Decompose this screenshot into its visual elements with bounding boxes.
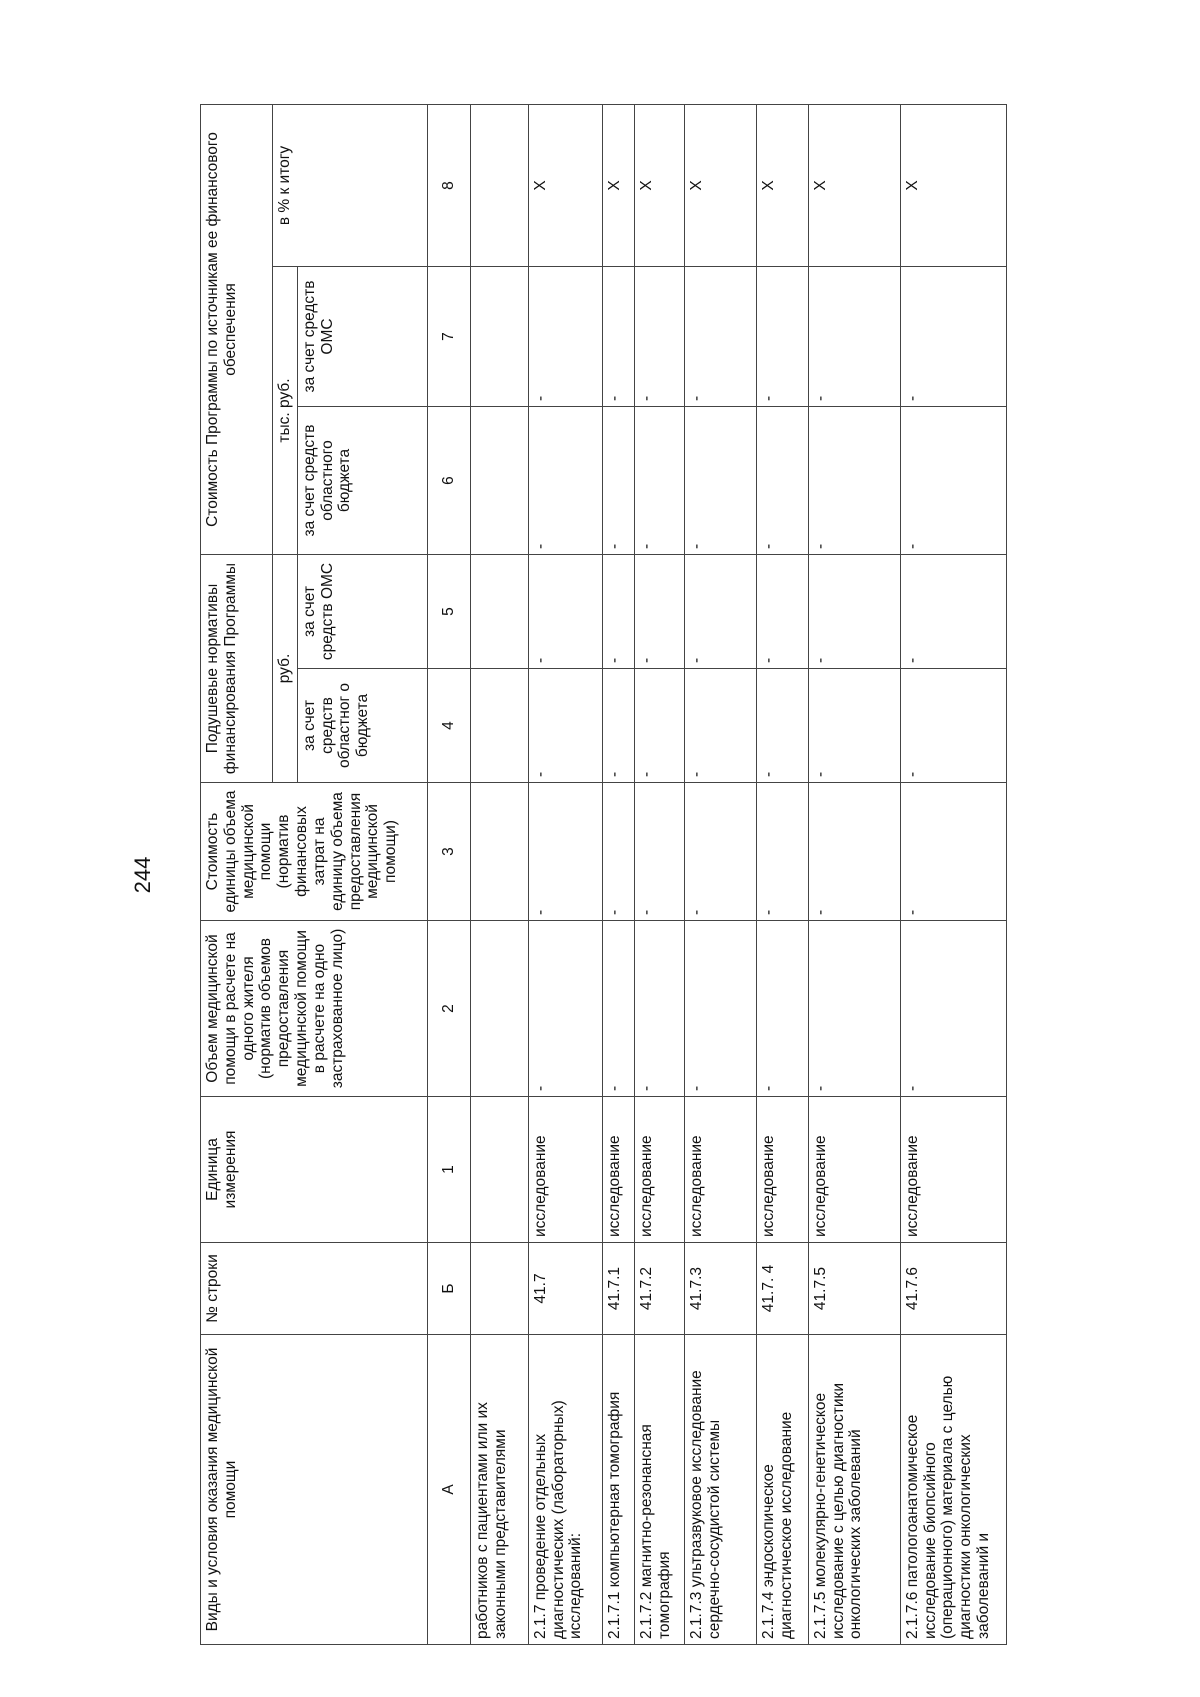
row-value-8: Х <box>528 105 602 267</box>
table-row <box>528 105 602 1645</box>
row-value-7 <box>470 267 528 407</box>
row-name: 2.1.7.5 молекулярно-генетическое исследование с целью диагностики онкологических заболеваний <box>808 1335 900 1645</box>
row-value-2: - <box>602 921 634 1097</box>
header-program-cost: Стоимость Программы по источникам ее финансового обеспечения <box>201 105 273 555</box>
row-unit: исследование <box>756 1097 808 1243</box>
column-number: 2 <box>427 921 470 1097</box>
column-number: 4 <box>427 669 470 783</box>
column-number: 7 <box>427 267 470 407</box>
row-line: 41.7.2 <box>634 1243 684 1335</box>
row-value-6: - <box>602 407 634 555</box>
header-oms-rub: за счет средств ОМС <box>297 555 427 669</box>
row-value-2: - <box>900 921 1006 1097</box>
row-value-7: - <box>756 267 808 407</box>
row-value-5: - <box>634 555 684 669</box>
row-value-3: - <box>684 783 756 921</box>
row-value-4: - <box>756 669 808 783</box>
row-line: 41.7.3 <box>684 1243 756 1335</box>
row-value-2: - <box>808 921 900 1097</box>
row-value-2 <box>470 921 528 1097</box>
row-unit <box>470 1097 528 1243</box>
row-name: 2.1.7.2 магнитно-резонансная томография <box>634 1335 684 1645</box>
row-line <box>470 1243 528 1335</box>
column-number: 1 <box>427 1097 470 1243</box>
page-number: 244 <box>130 856 155 894</box>
row-value-5: - <box>900 555 1006 669</box>
row-value-4: - <box>602 669 634 783</box>
row-line: 41.7. 4 <box>756 1243 808 1335</box>
row-value-2: - <box>634 921 684 1097</box>
header-regional-budget-thous: за счет средств областного бюджета <box>297 407 427 555</box>
column-number: 5 <box>427 555 470 669</box>
table-row <box>634 105 684 1645</box>
column-number: А <box>427 1335 470 1645</box>
row-line: 41.7 <box>528 1243 602 1335</box>
row-unit: исследование <box>634 1097 684 1243</box>
row-value-4: - <box>528 669 602 783</box>
row-value-5: - <box>756 555 808 669</box>
table-row <box>602 105 634 1645</box>
row-value-3 <box>470 783 528 921</box>
row-value-7: - <box>808 267 900 407</box>
row-unit: исследование <box>684 1097 756 1243</box>
header-regional-budget-rub: за счет средств областног о бюджета <box>297 669 427 783</box>
column-number: 8 <box>427 105 470 267</box>
row-value-5: - <box>528 555 602 669</box>
row-value-8 <box>470 105 528 267</box>
column-number: Б <box>427 1243 470 1335</box>
row-value-2: - <box>684 921 756 1097</box>
row-unit: исследование <box>602 1097 634 1243</box>
row-value-4: - <box>808 669 900 783</box>
row-value-4: - <box>900 669 1006 783</box>
row-value-7: - <box>528 267 602 407</box>
header-volume: Объем медицинской помощи в расчете на одного жителя (норматив объемов предоставления медицинской помощи в расчете на одно застрахованное лицо) <box>201 921 428 1097</box>
table-row <box>900 105 1006 1645</box>
row-value-6: - <box>900 407 1006 555</box>
row-value-8: Х <box>808 105 900 267</box>
row-value-4 <box>470 669 528 783</box>
table-row <box>756 105 808 1645</box>
header-thous-rub: тыс. руб. <box>273 267 298 555</box>
row-line: 41.7.5 <box>808 1243 900 1335</box>
row-value-3: - <box>900 783 1006 921</box>
row-name: 2.1.7.6 патологоанатомическое исследование биопсийного (операционного) материала с целью диагностики онкологических заболеваний и <box>900 1335 1006 1645</box>
row-value-7: - <box>634 267 684 407</box>
row-name: 2.1.7.3 ультразвуковое исследование сердечно-сосудистой системы <box>684 1335 756 1645</box>
column-number: 3 <box>427 783 470 921</box>
row-unit: исследование <box>528 1097 602 1243</box>
header-kinds: Виды и условия оказания медицинской помощи <box>201 1335 428 1645</box>
row-name: 2.1.7.4 эндоскопическое диагностическое исследование <box>756 1335 808 1645</box>
row-value-3: - <box>808 783 900 921</box>
row-value-3: - <box>602 783 634 921</box>
row-value-2: - <box>528 921 602 1097</box>
header-rub: руб. <box>273 555 298 783</box>
table-row <box>808 105 900 1645</box>
financing-table <box>200 104 1007 1645</box>
row-value-3: - <box>528 783 602 921</box>
header-percent-total: в % к итогу <box>273 105 428 267</box>
row-name: 2.1.7 проведение отдельных диагностических (лабораторных) исследований: <box>528 1335 602 1645</box>
row-value-8: Х <box>602 105 634 267</box>
row-value-6: - <box>528 407 602 555</box>
rotated-page-content <box>100 105 1100 1645</box>
row-value-6: - <box>756 407 808 555</box>
row-value-3: - <box>634 783 684 921</box>
row-name: работников с пациентами или их законными представителями <box>470 1335 528 1645</box>
row-name: 2.1.7.1 компьютерная томография <box>602 1335 634 1645</box>
column-number: 6 <box>427 407 470 555</box>
header-unit-cost: Стоимость единицы объема медицинской помощи (норматив финансовых затрат на единицу объема предоставления медицинской помощи) <box>201 783 428 921</box>
row-value-5: - <box>602 555 634 669</box>
table-row <box>470 105 528 1645</box>
row-value-7: - <box>602 267 634 407</box>
column-number-row <box>427 105 470 1645</box>
table-row <box>684 105 756 1645</box>
row-value-8: Х <box>900 105 1006 267</box>
row-line: 41.7.6 <box>900 1243 1006 1335</box>
row-value-5: - <box>808 555 900 669</box>
header-line-number: № строки <box>201 1243 428 1335</box>
row-value-5: - <box>684 555 756 669</box>
row-value-8: Х <box>756 105 808 267</box>
header-per-capita-norms: Подушевые нормативы финансирования Программы <box>201 555 273 783</box>
row-value-6: - <box>634 407 684 555</box>
row-value-2: - <box>756 921 808 1097</box>
row-value-5 <box>470 555 528 669</box>
row-value-6 <box>470 407 528 555</box>
row-value-6: - <box>684 407 756 555</box>
row-value-4: - <box>634 669 684 783</box>
row-value-4: - <box>684 669 756 783</box>
header-unit: Единица измерения <box>201 1097 428 1243</box>
row-unit: исследование <box>808 1097 900 1243</box>
row-value-8: Х <box>684 105 756 267</box>
row-unit: исследование <box>900 1097 1006 1243</box>
row-value-6: - <box>808 407 900 555</box>
header-oms-thous: за счет средств ОМС <box>297 267 427 407</box>
row-value-7: - <box>684 267 756 407</box>
row-line: 41.7.1 <box>602 1243 634 1335</box>
row-value-8: Х <box>634 105 684 267</box>
row-value-3: - <box>756 783 808 921</box>
row-value-7: - <box>900 267 1006 407</box>
